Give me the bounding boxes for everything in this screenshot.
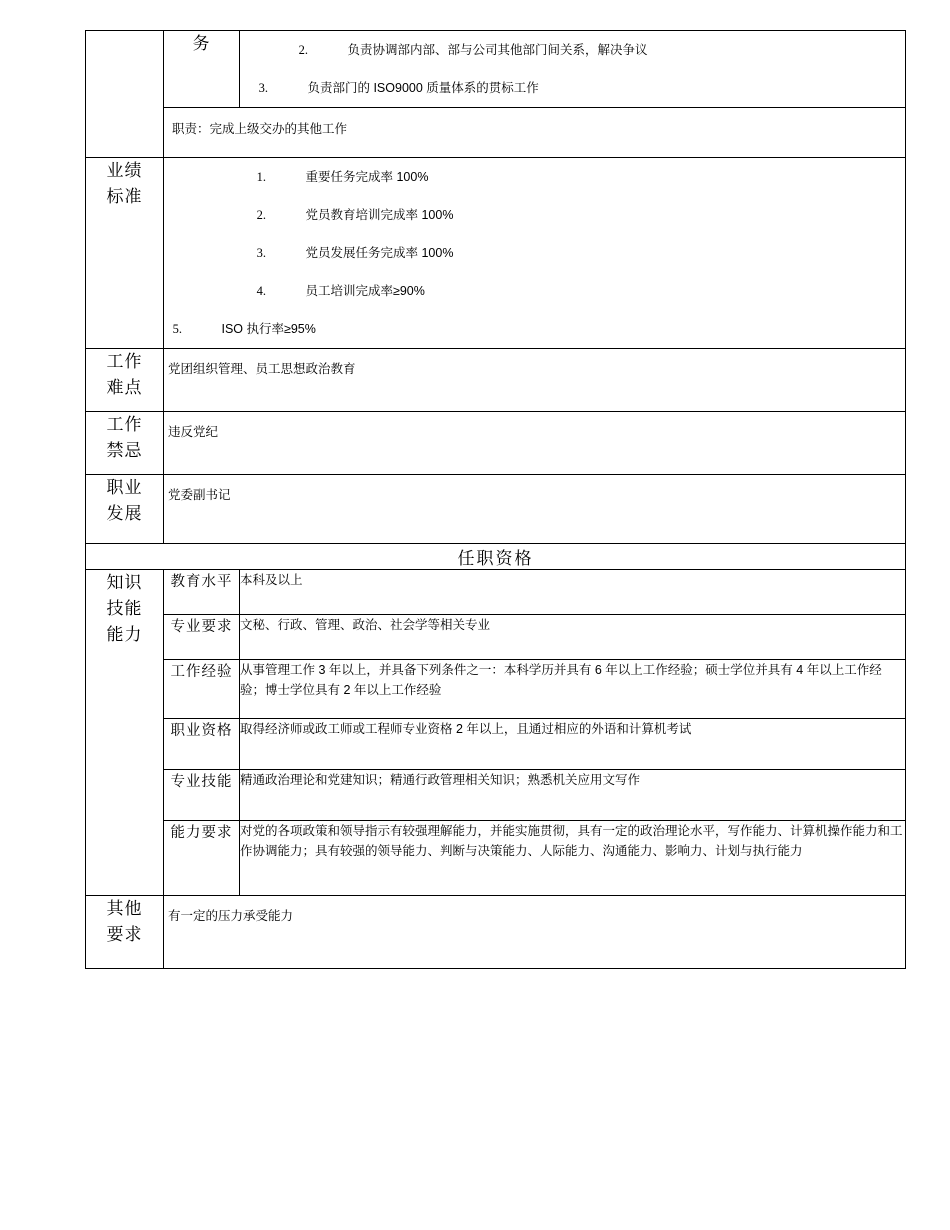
taboo-label xyxy=(86,412,164,475)
empty-label-cell xyxy=(86,31,164,158)
table-row xyxy=(86,31,906,108)
job-description-table xyxy=(85,30,906,969)
difficulty-text: 党团组织管理、员工思想政治教育 xyxy=(164,349,906,412)
education-level-label: 教育水平 xyxy=(164,570,240,615)
list-item-text: 负责协调部内部、部与公司其他部门间关系，解决争议 xyxy=(347,43,648,57)
career-label-line1: 职业 xyxy=(106,478,143,497)
list-item xyxy=(166,310,905,348)
career-label xyxy=(86,475,164,544)
knowledge-label-line2: 技能 xyxy=(106,599,143,618)
duty-label: 务 xyxy=(164,31,240,108)
taboo-label-line1: 工作 xyxy=(106,415,143,434)
professional-qualification-label: 职业资格 xyxy=(164,719,240,770)
table-row xyxy=(86,108,906,158)
ability-requirement-label: 能力要求 xyxy=(164,821,240,896)
list-item xyxy=(166,196,905,234)
list-item-text: 员工培训完成率≥90% xyxy=(305,284,425,298)
difficulty-label xyxy=(86,349,164,412)
difficulty-label-line2: 难点 xyxy=(106,378,143,397)
work-experience-text: 从事管理工作 3 年以上，并具备下列条件之一：本科学历并具有 6 年以上工作经验；硕士学位并具有 4 年以上工作经验；博士学位具有 2 年以上工作经验 xyxy=(240,660,906,719)
list-item-number: 4. xyxy=(256,284,266,298)
other-requirement-label xyxy=(86,896,164,969)
major-requirement-text: 文秘、行政、管理、政治、社会学等相关专业 xyxy=(240,615,906,660)
table-row xyxy=(86,770,906,821)
list-item xyxy=(166,272,905,310)
duty-items-cell xyxy=(240,31,906,108)
work-experience-label: 工作经验 xyxy=(164,660,240,719)
duty-summary-cell: 职责：完成上级交办的其他工作 xyxy=(164,108,906,158)
table-row xyxy=(86,570,906,615)
ability-requirement-text: 对党的各项政策和领导指示有较强理解能力，并能实施贯彻，具有一定的政治理论水平，写作能力、计算机操作能力和工作协调能力；具有较强的领导能力、判断与决策能力、人际能力、沟通能力、影响力、计划与执行能力 xyxy=(240,821,906,896)
performance-label xyxy=(86,158,164,349)
list-item xyxy=(166,158,905,196)
list-item xyxy=(240,31,905,69)
major-requirement-label: 专业要求 xyxy=(164,615,240,660)
list-item-text: ISO 执行率≥95% xyxy=(221,322,316,336)
list-item-number: 3. xyxy=(258,81,268,95)
list-item-number: 5. xyxy=(172,322,182,336)
taboo-label-line2: 禁忌 xyxy=(106,441,143,460)
performance-label-line1: 业绩 xyxy=(106,161,143,180)
table-row xyxy=(86,615,906,660)
education-level-text: 本科及以上 xyxy=(240,570,906,615)
list-item-number: 1. xyxy=(256,170,266,184)
table-row xyxy=(86,544,906,570)
table-row xyxy=(86,349,906,412)
professional-skill-label: 专业技能 xyxy=(164,770,240,821)
professional-skill-text: 精通政治理论和党建知识；精通行政管理相关知识；熟悉机关应用文写作 xyxy=(240,770,906,821)
other-requirement-label-line2: 要求 xyxy=(106,925,143,944)
table-row xyxy=(86,660,906,719)
list-item-text: 负责部门的 ISO9000 质量体系的贯标工作 xyxy=(307,81,539,95)
list-item xyxy=(166,234,905,272)
section-title-qualification: 任职资格 xyxy=(86,544,906,570)
table-row xyxy=(86,412,906,475)
career-label-line2: 发展 xyxy=(106,504,143,523)
knowledge-label xyxy=(86,570,164,896)
list-item-text: 重要任务完成率 100% xyxy=(305,170,429,184)
table-row xyxy=(86,475,906,544)
list-item xyxy=(240,69,905,107)
professional-qualification-text: 取得经济师或政工师或工程师专业资格 2 年以上，且通过相应的外语和计算机考试 xyxy=(240,719,906,770)
table-row xyxy=(86,158,906,349)
taboo-text: 违反党纪 xyxy=(164,412,906,475)
list-item-text: 党员发展任务完成率 100% xyxy=(305,246,454,260)
table-row xyxy=(86,719,906,770)
knowledge-label-line1: 知识 xyxy=(106,573,143,592)
other-requirement-label-line1: 其他 xyxy=(106,899,143,918)
career-text: 党委副书记 xyxy=(164,475,906,544)
difficulty-label-line1: 工作 xyxy=(106,352,143,371)
other-requirement-text: 有一定的压力承受能力 xyxy=(164,896,906,969)
list-item-number: 2. xyxy=(298,43,308,57)
table-row xyxy=(86,821,906,896)
table-row xyxy=(86,896,906,969)
list-item-text: 党员教育培训完成率 100% xyxy=(305,208,454,222)
performance-items-cell xyxy=(164,158,906,349)
knowledge-label-line3: 能力 xyxy=(106,625,143,644)
performance-label-line2: 标准 xyxy=(106,187,143,206)
list-item-number: 2. xyxy=(256,208,266,222)
list-item-number: 3. xyxy=(256,246,266,260)
